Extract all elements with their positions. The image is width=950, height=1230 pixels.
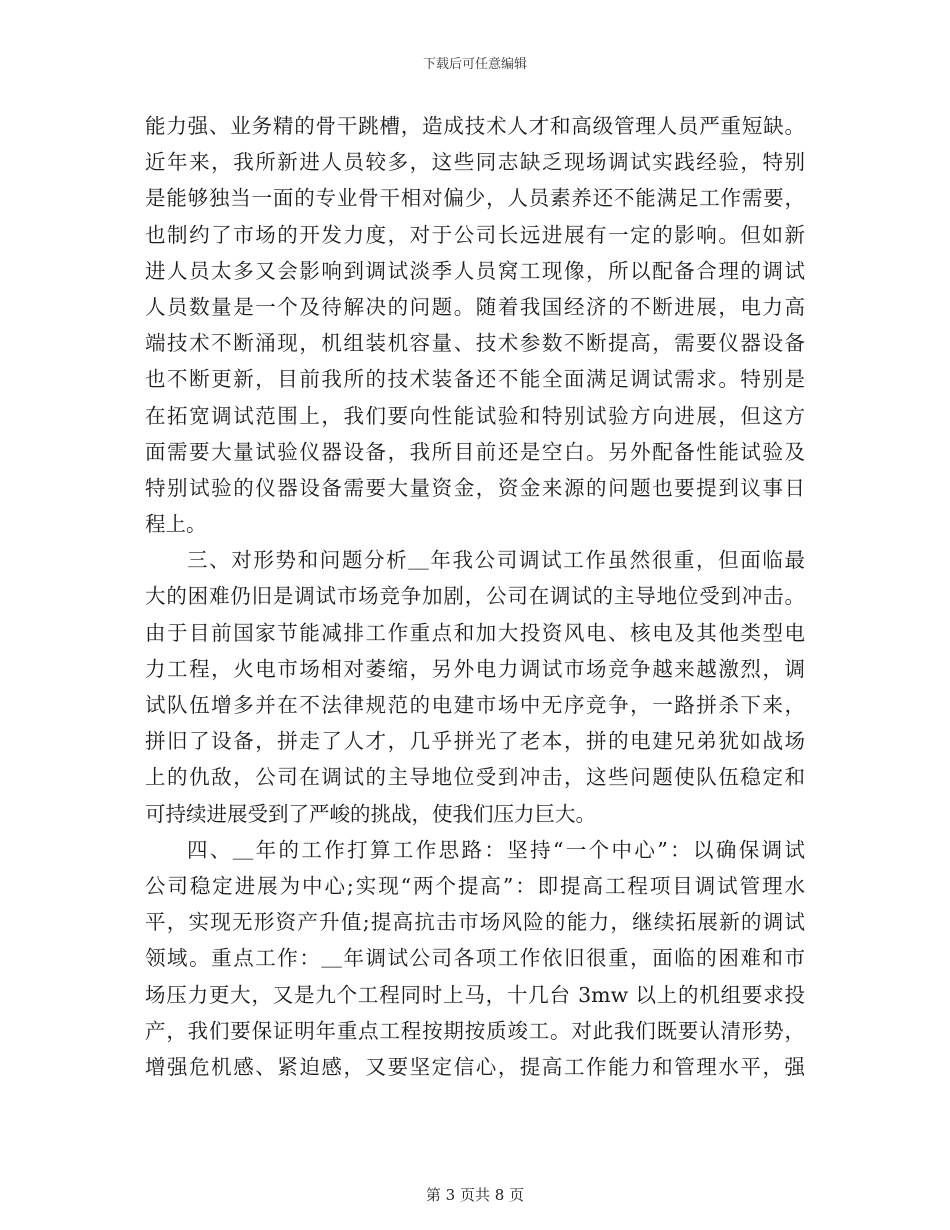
text-line: 也不断更新，目前我所的技术装备还不能全面满足调试需求。特别是 (145, 367, 805, 392)
text-line: 上的仇敌，公司在调试的主导地位受到冲击，这些问题使队伍稳定和 (145, 765, 805, 790)
text-line: 可持续进展受到了严峻的挑战，使我们压力巨大。 (145, 801, 596, 826)
text-line: 产，我们要保证明年重点工程按期按质竣工。对此我们既要认清形势， (145, 1018, 805, 1043)
text-line: 近年来，我所新进人员较多，这些同志缺乏现场调试实践经验，特别 (145, 150, 805, 175)
text-line: 是能够独当一面的专业骨干相对偏少，人员素养还不能满足工作需要， (145, 186, 805, 211)
text-line: 场压力更大，又是九个工程同时上马，十几台 3mw 以上的机组要求投 (145, 982, 805, 1007)
text-line: 四、＿年的工作打算工作思路：坚持“一个中心”：以确保调试 (187, 837, 805, 862)
text-line: 力工程，火电市场相对萎缩，另外电力调试市场竞争越来越激烈，调 (145, 656, 805, 681)
text-line: 公司稳定进展为中心;实现“两个提高”：即提高工程项目调试管理水 (145, 873, 805, 898)
text-line: 面需要大量试验仪器设备，我所目前还是空白。另外配备性能试验及 (145, 439, 805, 464)
text-line: 拼旧了设备，拼走了人才，几乎拼光了老本，拼的电建兄弟犹如战场 (145, 729, 805, 754)
text-line: 进人员太多又会影响到调试淡季人员窝工现像，所以配备合理的调试 (145, 258, 805, 283)
text-line: 平，实现无形资产升值;提高抗击市场风险的能力，继续拓展新的调试 (145, 910, 805, 935)
document-body (145, 108, 805, 1085)
text-line: 程上。 (145, 512, 207, 537)
page-number-footer: 第 3 页共 8 页 (425, 1186, 525, 1204)
text-line: 领域。重点工作：＿年调试公司各项工作依旧很重，面临的困难和市 (145, 946, 805, 971)
page-header: 下载后可任意编辑 (422, 57, 527, 72)
text-line: 试队伍增多并在不法律规范的电建市场中无序竞争，一路拼杀下来， (145, 693, 805, 717)
text-line: 人员数量是一个及待解决的问题。随着我国经济的不断进展，电力高 (145, 294, 805, 319)
text-line: 增强危机感、紧迫感，又要坚定信心，提高工作能力和管理水平，强 (145, 1054, 805, 1079)
text-line: 三、对形势和问题分析＿年我公司调试工作虽然很重，但面临最 (187, 548, 805, 573)
text-line: 特别试验的仪器设备需要大量资金，资金来源的问题也要提到议事日 (145, 475, 805, 500)
text-line: 由于目前国家节能减排工作重点和加大投资风电、核电及其他类型电 (145, 620, 805, 645)
text-line: 能力强、业务精的骨干跳槽，造成技术人才和高级管理人员严重短缺。 (145, 114, 805, 138)
text-line: 也制约了市场的开发力度，对于公司长远进展有一定的影响。但如新 (145, 222, 805, 247)
text-line: 大的困难仍旧是调试市场竞争加剧，公司在调试的主导地位受到冲击。 (145, 584, 805, 609)
text-line: 在拓宽调试范围上，我们要向性能试验和特别试验方向进展，但这方 (145, 403, 805, 428)
text-line: 端技术不断涌现，机组装机容量、技术参数不断提高，需要仪器设备 (145, 331, 805, 356)
